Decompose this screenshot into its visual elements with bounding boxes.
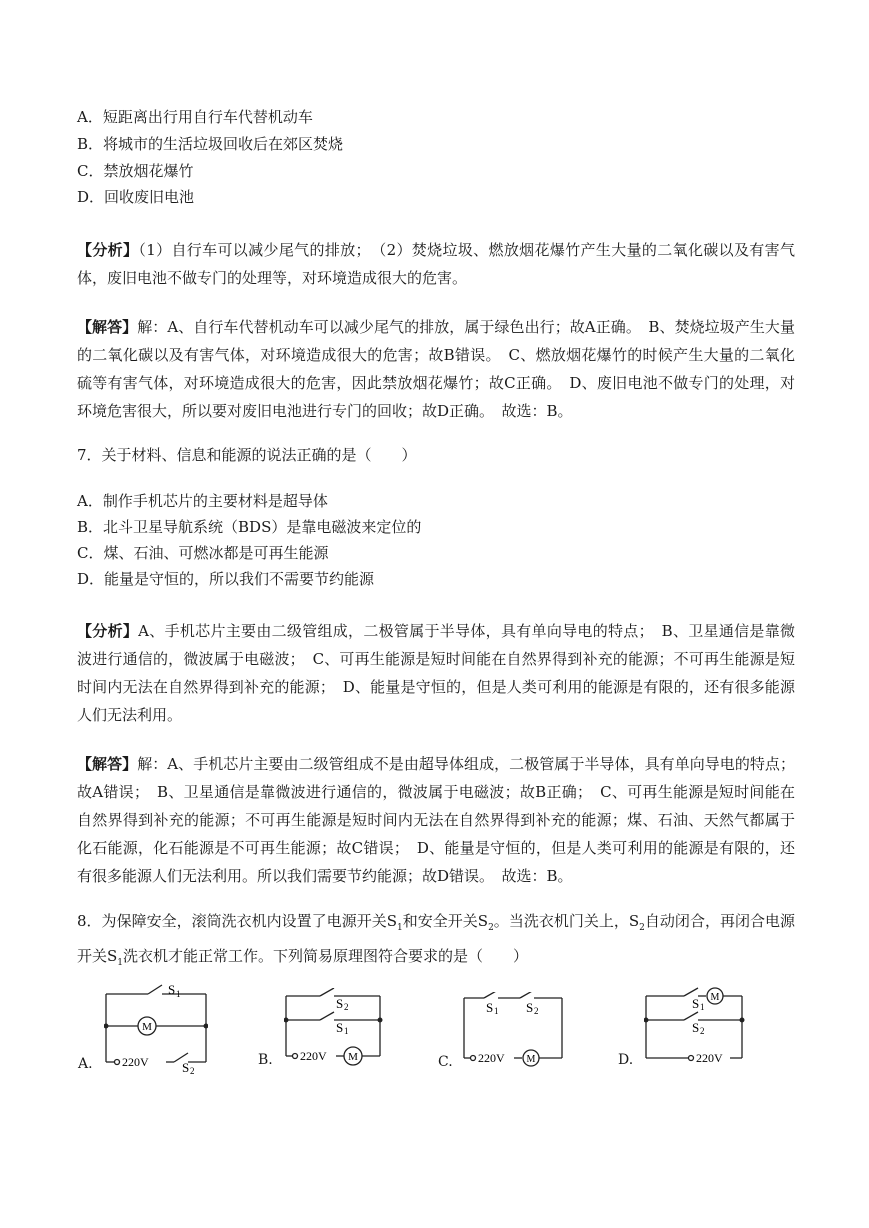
svg-text:1: 1 bbox=[700, 1002, 705, 1012]
q7-option-c: C．煤、石油、可燃冰都是可再生能源 bbox=[77, 544, 329, 562]
switch-label: S bbox=[182, 1060, 190, 1074]
option-label-c: C. bbox=[438, 1054, 453, 1070]
svg-text:2: 2 bbox=[344, 1002, 349, 1012]
svg-text:1: 1 bbox=[344, 1026, 349, 1036]
svg-text:M: M bbox=[526, 1054, 536, 1065]
circuit-a-diagram bbox=[104, 982, 208, 1074]
svg-text:S: S bbox=[486, 1000, 494, 1015]
svg-text:220V: 220V bbox=[478, 1051, 505, 1065]
q7-answer-text: 解：A、手机芯片主要由二级管组成不是由超导体组成，二极管属于半导体，具有单向导电的特点；故A错误； B、卫星通信是靠微波进行通信的，微波属于电磁波；故B正确； C、可再生能源是短时间能在自然界得到补充的能源；不可再生能源是短时间内无法在自然界得到补充的能源；煤、石油、天然气都属于化石能源，化石能源是不可再生能源；故C错误； D、能量是守恒的，但是人类可利用的能源是有限的，还有很多能源人们无法利用。所以我们需要节约能源；故D错误。 故选：B。 bbox=[77, 755, 795, 885]
q7-option-b: B．北斗卫星导航系统（BDS）是靠电磁波来定位的 bbox=[77, 518, 422, 536]
q7-analysis bbox=[77, 617, 795, 729]
svg-text:220V: 220V bbox=[696, 1051, 723, 1065]
svg-text:S: S bbox=[692, 996, 700, 1011]
circuit-d-diagram bbox=[644, 986, 748, 1070]
answer-tag: 【解答】 bbox=[77, 755, 138, 773]
answer-tag: 【解答】 bbox=[77, 318, 138, 336]
svg-text:S: S bbox=[336, 996, 344, 1011]
switch-label: S bbox=[168, 982, 176, 997]
q6-option-d: D．回收废旧电池 bbox=[77, 188, 195, 206]
circuit-b-diagram bbox=[284, 988, 384, 1068]
svg-text:2: 2 bbox=[190, 1066, 195, 1074]
q6-option-a: A．短距离出行用自行车代替机动车 bbox=[77, 108, 313, 126]
analysis-tag: 【分析】 bbox=[77, 241, 139, 259]
svg-text:M: M bbox=[348, 1051, 358, 1063]
q7-option-d: D．能量是守恒的，所以我们不需要节约能源 bbox=[77, 570, 375, 588]
motor-label: M bbox=[142, 1021, 152, 1033]
q6-answer bbox=[77, 313, 795, 425]
option-label-a: A. bbox=[78, 1056, 93, 1072]
q6-option-b: B．将城市的生活垃圾回收后在郊区焚烧 bbox=[77, 135, 344, 153]
q8-stem: 8．为保障安全，滚筒洗衣机内设置了电源开关$S_1$和安全开关$S_2$。当洗衣机门关上，$S_2$自动闭合，再闭合电源开关$S_1$洗衣机才能正常工作。下列简易原理图符合要求的是（ ） bbox=[77, 912, 795, 968]
q7-analysis-text: A、手机芯片主要由二级管组成，二极管属于半导体，具有单向导电的特点； B、卫星通信是靠微波进行通信的，微波属于电磁波； C、可再生能源是短时间能在自然界得到补充的能源；不可再生能源是短时间内无法在自然界得到补充的能源； D、能量是守恒的，但是人类可利用的能源是有限的，还有很多能源人们无法利用。 bbox=[77, 622, 795, 724]
voltage-label: 220V bbox=[122, 1055, 149, 1069]
option-label-b: B. bbox=[258, 1052, 273, 1068]
q6-analysis bbox=[77, 236, 795, 292]
svg-text:220V: 220V bbox=[300, 1049, 327, 1063]
q7-option-a: A．制作手机芯片的主要材料是超导体 bbox=[77, 492, 328, 510]
analysis-tag: 【分析】 bbox=[77, 622, 139, 640]
q6-answer-text: 解：A、自行车代替机动车可以减少尾气的排放，属于绿色出行；故A正确。 B、焚烧垃圾产生大量的二氧化碳以及有害气体，对环境造成很大的危害；故B错误。 C、燃放烟花爆竹的时候产生大量的二氧化硫等有害气体，对环境造成很大的危害，因此禁放烟花爆竹；故C正确。 D、废旧电池不做专门的处理，对环境危害很大，所以要对废旧电池进行专门的回收；故D正确。 故选：B。 bbox=[77, 318, 795, 420]
svg-text:1: 1 bbox=[176, 989, 181, 999]
svg-text:S: S bbox=[692, 1020, 700, 1035]
svg-text:S: S bbox=[336, 1020, 344, 1035]
svg-text:2: 2 bbox=[534, 1006, 539, 1016]
option-label-d: D. bbox=[618, 1052, 634, 1068]
svg-text:2: 2 bbox=[700, 1026, 705, 1036]
circuit-options bbox=[0, 972, 869, 1082]
circuit-c-diagram bbox=[462, 992, 566, 1068]
q7-answer bbox=[77, 750, 795, 890]
q6-option-c: C．禁放烟花爆竹 bbox=[77, 162, 194, 180]
svg-text:M: M bbox=[710, 992, 720, 1003]
q7-stem: 7．关于材料、信息和能源的说法正确的是（ ） bbox=[77, 446, 417, 464]
svg-text:1: 1 bbox=[494, 1006, 499, 1016]
q6-analysis-text: （1）自行车可以减少尾气的排放； （2）焚烧垃圾、燃放烟花爆竹产生大量的二氧化碳以及有害气体，废旧电池不做专门的处理等，对环境造成很大的危害。 bbox=[77, 241, 795, 287]
svg-text:S: S bbox=[526, 1000, 534, 1015]
